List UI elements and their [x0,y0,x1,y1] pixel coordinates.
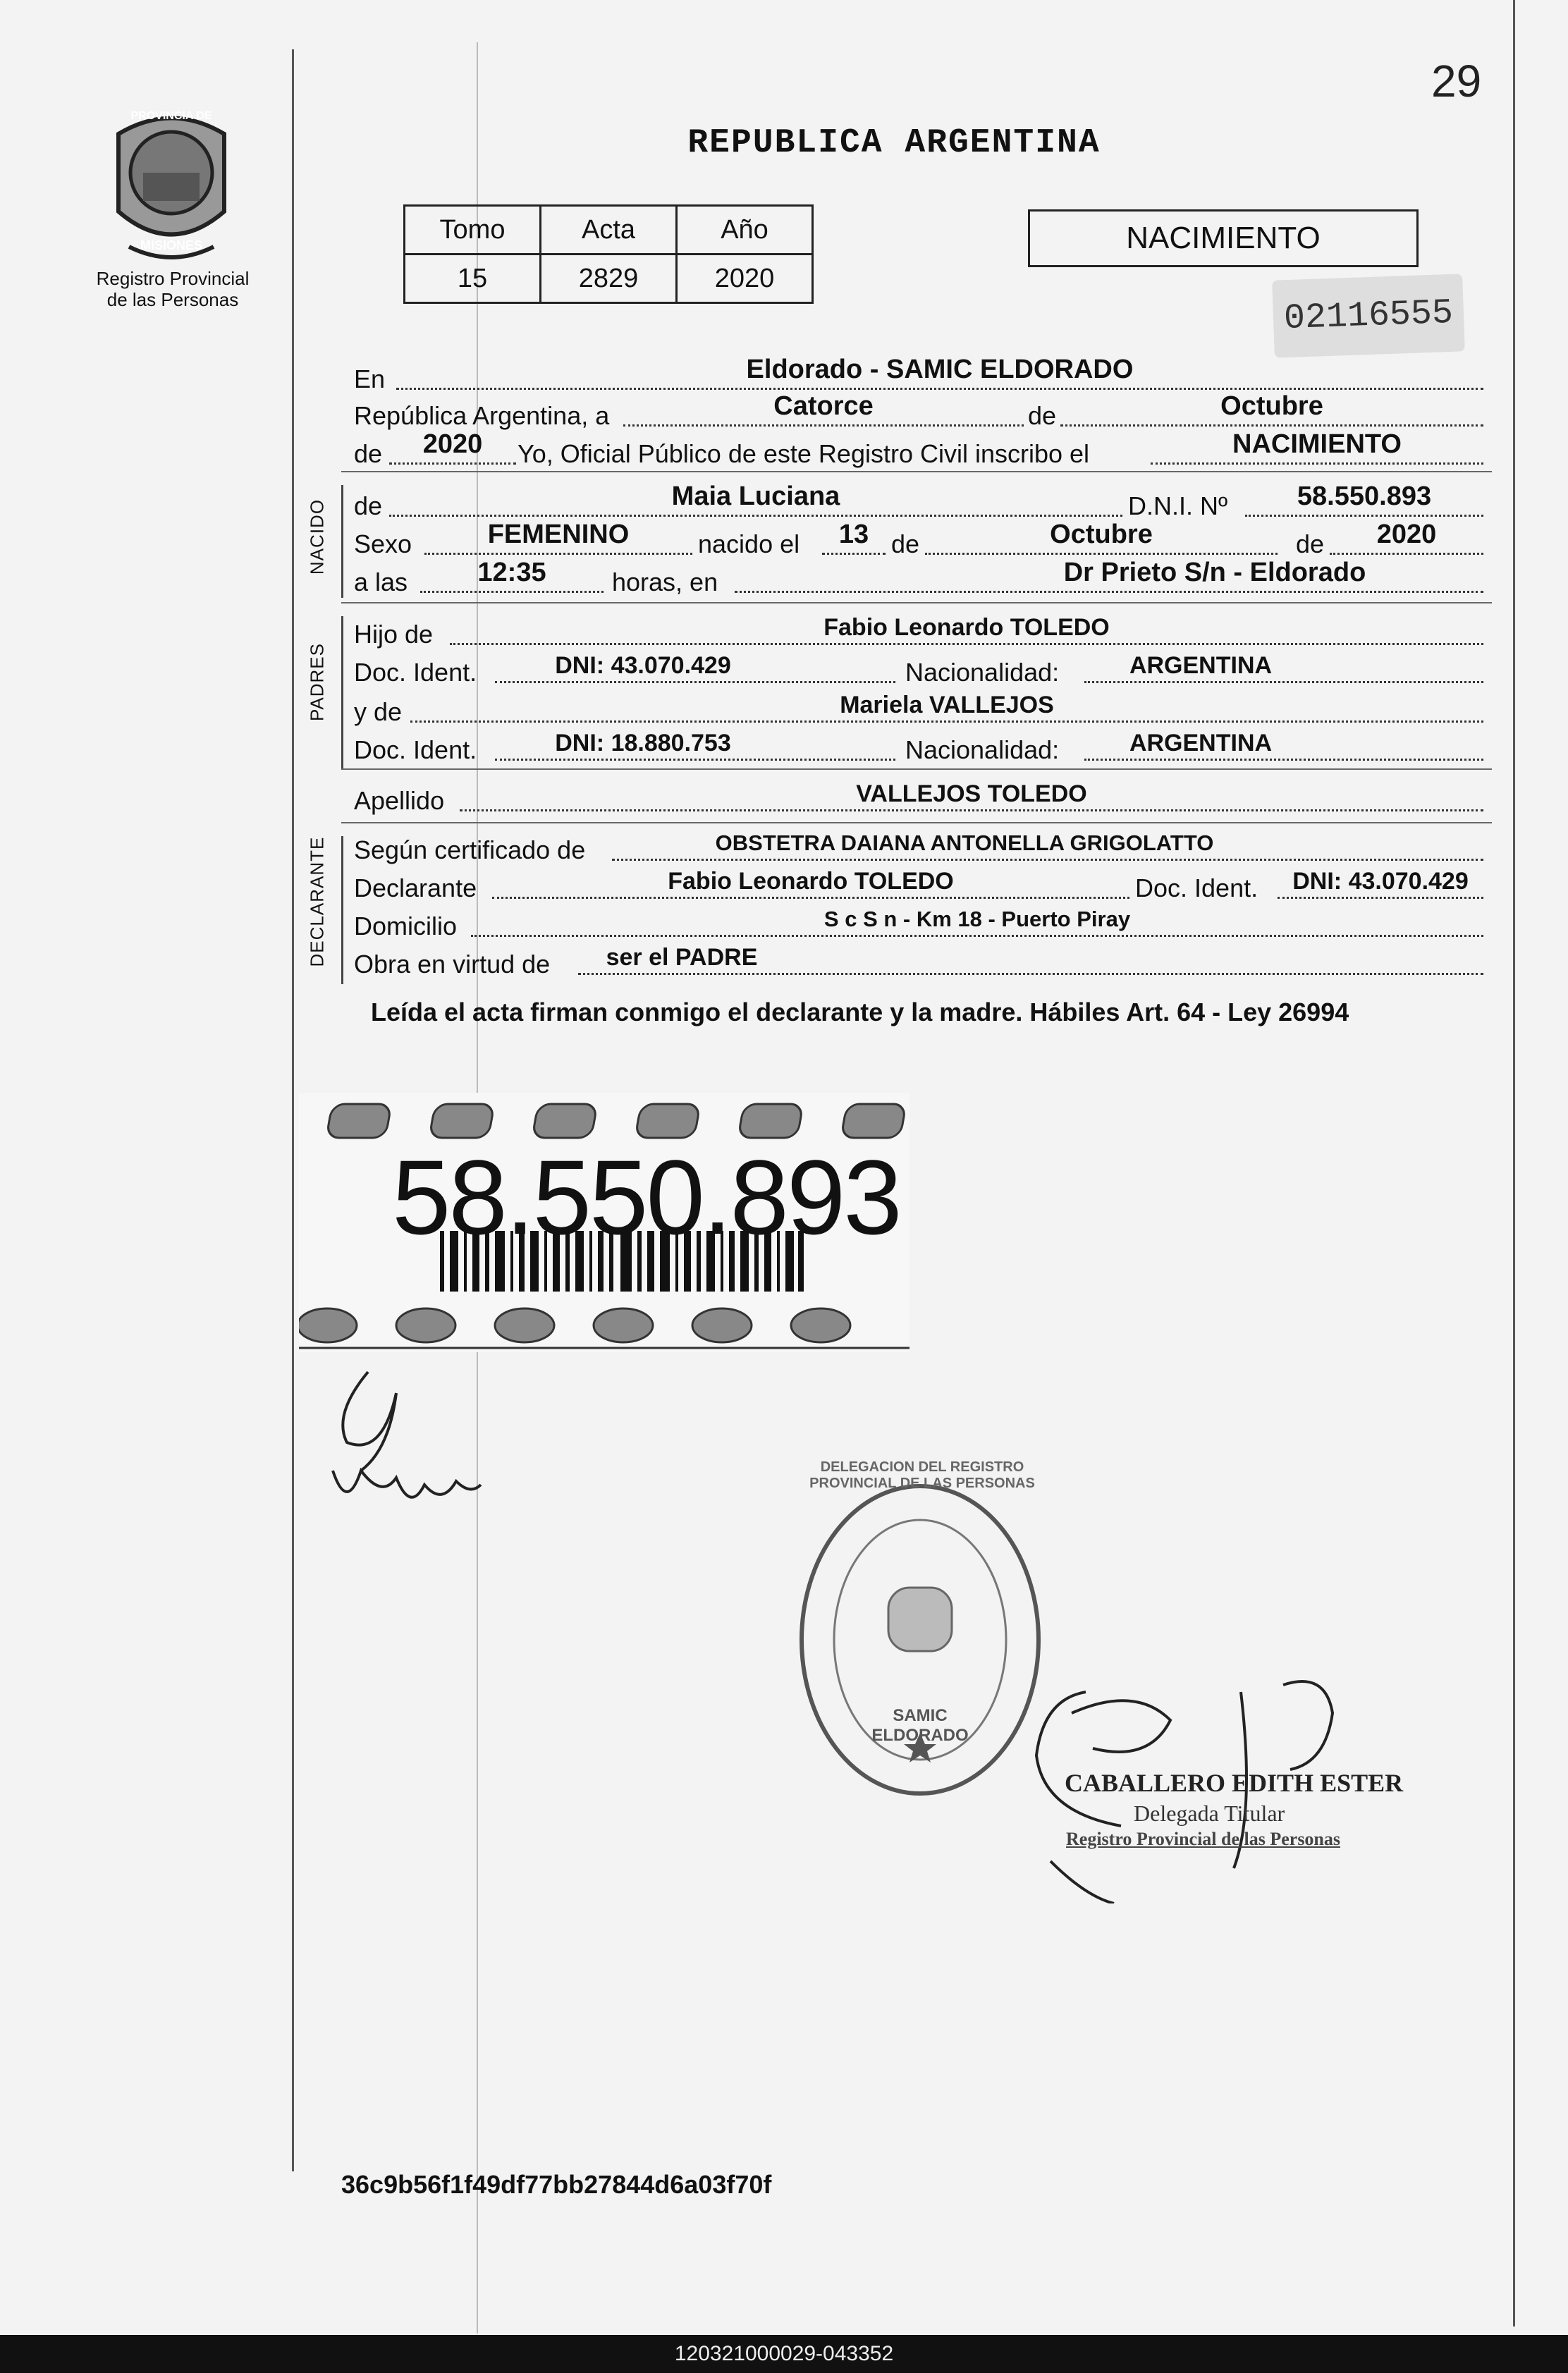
right-margin-line [1513,0,1515,2326]
row-apellido: Apellido VALLEJOS TOLEDO [354,781,1485,821]
anio-header: Año [677,206,813,255]
row-mother-doc: Doc. Ident. DNI: 18.880.753 Nacionalidad: ARGENTINA [354,730,1485,770]
seal-center-text: SAMIC ELDORADO [871,1706,969,1745]
acta-header: Acta [541,206,677,255]
row-obra: Obra en virtud de ser el PADRE [354,945,1485,984]
page-title: REPUBLICA ARGENTINA [687,124,1101,162]
month-value: Octubre [1220,391,1323,421]
day-words-value: Catorce [773,391,874,421]
left-margin-line [292,49,294,2171]
row-mother: y de Mariela VALLEJOS [354,692,1485,732]
divider-1 [341,471,1492,472]
province-coat-of-arms [104,106,238,261]
row-certificado: Según certificado de OBSTETRA DAIANA ANTONELLA GRIGOLATTO [354,830,1485,870]
child-name-value: Maia Luciana [671,482,840,511]
section-label-nacido: NACIDO [306,498,328,575]
official-office: Registro Provincial de las Personas [1066,1829,1341,1849]
dni-sticker-number: 58.550.893 [392,1138,900,1256]
official-name: CABALLERO EDITH ESTER [1065,1769,1404,1797]
document-hash: 36c9b56f1f49df77bb27844d6a03f70f [341,2170,772,2199]
row-place: En Eldorado - SAMIC ELDORADO [354,360,1485,399]
mother-signature [319,1365,488,1520]
year-value: 2020 [422,429,483,459]
father-doc-value: DNI: 43.070.429 [555,652,731,679]
section-label-declarante: DECLARANTE [306,836,328,967]
domicilio-value: S c S n - Km 18 - Puerto Piray [823,907,1131,931]
birth-day-value: 13 [838,520,869,549]
divider-3 [341,768,1492,770]
seal-ring-text: DELEGACION DEL REGISTRO PROVINCIAL DE LAS PERSONAS [809,1459,1035,1491]
page-number: 29 [1431,56,1482,106]
row-nacido-name: de Maia Luciana D.N.I. Nº 58.550.893 [354,486,1485,526]
place-value: Eldorado - SAMIC ELDORADO [746,355,1134,384]
office-caption: Registro Provincial de las Personas [96,268,250,310]
child-dni-value: 58.550.893 [1297,482,1432,511]
serial-stamp: 02116555 [1272,274,1465,357]
row-father-doc: Doc. Ident. DNI: 43.070.429 Nacionalidad: ARGENTINA [354,653,1485,692]
row-date: República Argentina, a Catorce de Octubre [354,396,1485,436]
birth-time-value: 12:35 [477,558,546,587]
mother-doc-value: DNI: 18.880.753 [555,730,731,756]
tomo-header: Tomo [405,206,541,255]
row-father: Hijo de Fabio Leonardo TOLEDO [354,615,1485,654]
row-sexo: Sexo FEMENINO nacido el 13 de Octubre de 2020 [354,525,1485,564]
anio-value: 2020 [677,255,813,303]
father-name-value: Fabio Leonardo TOLEDO [823,614,1110,641]
obra-value: ser el PADRE [606,944,758,971]
section-label-padres: PADRES [306,643,328,721]
mother-nationality-value: ARGENTINA [1129,730,1273,756]
official-seal [795,1479,1045,1801]
logo-bottom-text: MISIONES [140,238,202,252]
official-role: Delegada Titular [1134,1801,1285,1826]
sexo-value: FEMENINO [487,520,630,549]
tomo-value: 15 [405,255,541,303]
acta-value: 2829 [541,255,677,303]
row-time: a las 12:35 horas, en Dr Prieto S/n - Eldorado [354,563,1485,602]
divider-2 [341,602,1492,603]
father-nationality-value: ARGENTINA [1129,652,1273,679]
apellido-value: VALLEJOS TOLEDO [856,780,1087,807]
row-declarante: Declarante Fabio Leonardo TOLEDO Doc. Ident. DNI: 43.070.429 [354,869,1485,908]
mother-name-value: Mariela VALLEJOS [840,692,1054,718]
declarante-doc-value: DNI: 43.070.429 [1292,868,1469,895]
registry-table [403,204,814,304]
inscribe-value: NACIMIENTO [1232,429,1402,459]
logo-top-text: PROVINCIA DE [130,110,212,122]
certificado-value: OBSTETRA DAIANA ANTONELLA GRIGOLATTO [715,830,1214,855]
row-domicilio: Domicilio S c S n - Km 18 - Puerto Piray [354,907,1485,946]
declarante-name-value: Fabio Leonardo TOLEDO [668,868,954,895]
row-year: de 2020 Yo, Oficial Público de este Registro Civil inscribo el NACIMIENTO [354,434,1485,474]
legal-text: Leída el acta firman conmigo el declarante y la madre. Hábiles Art. 64 - Ley 26994 [371,998,1349,1026]
act-type-box: NACIMIENTO [1028,209,1419,267]
birth-month-value: Octubre [1050,520,1153,549]
birth-place-value: Dr Prieto S/n - Eldorado [1063,558,1366,587]
birth-year-value: 2020 [1376,520,1437,549]
footer-code: 120321000029-043352 [0,2335,1568,2373]
